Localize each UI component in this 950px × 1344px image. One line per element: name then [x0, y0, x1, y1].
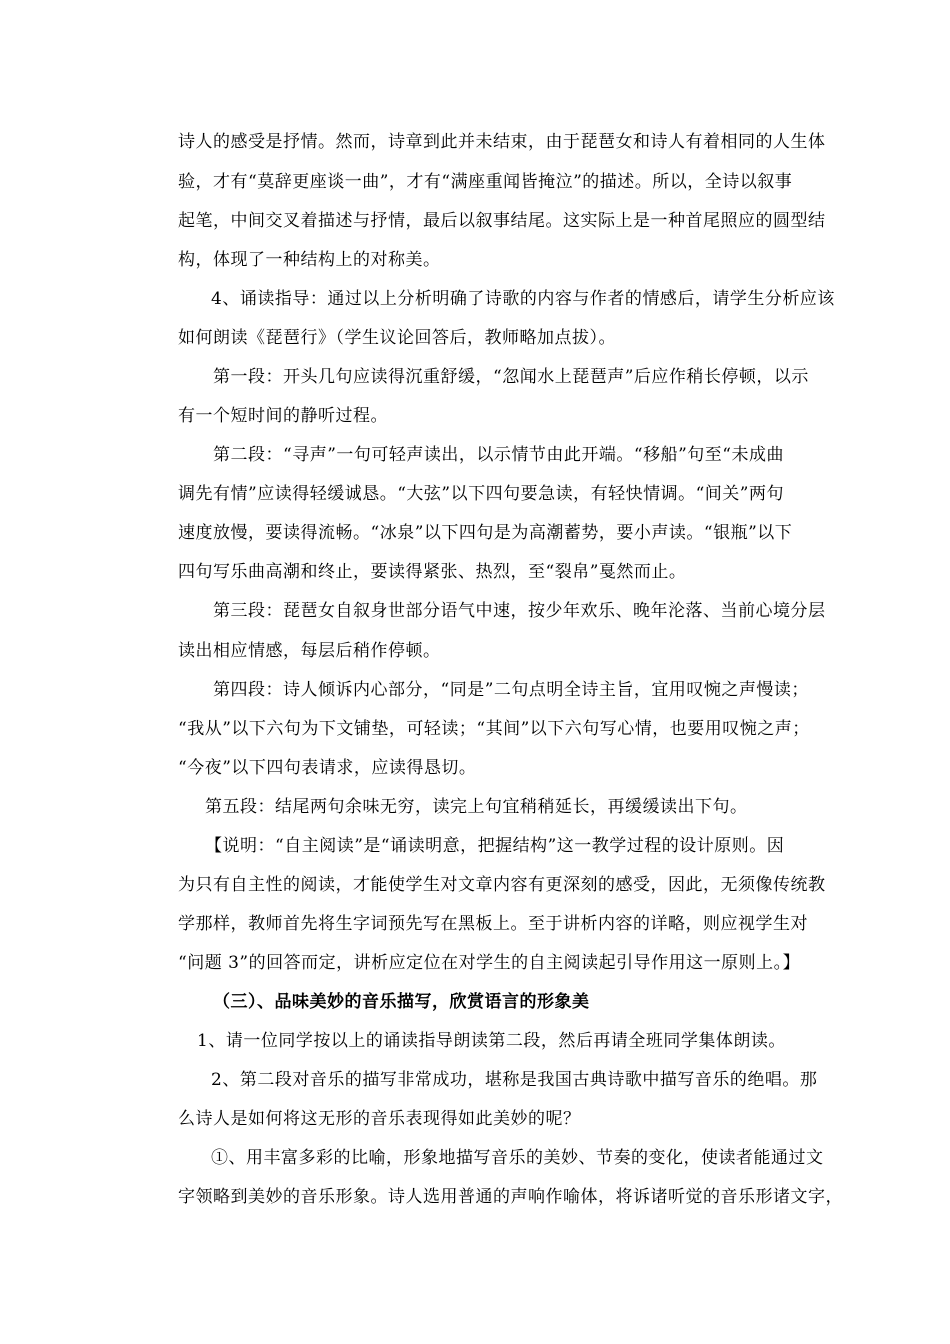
text-line: “今夜”以下四句表请求，应读得恳切。: [178, 758, 477, 778]
text-line: 1、请一位同学按以上的诵读指导朗读第二段，然后再请全班同学集体朗读。: [197, 1031, 786, 1051]
text-line: 字领略到美妙的音乐形象。诗人选用普通的声响作喻体，将诉诸听觉的音乐形诸文字，: [178, 1187, 843, 1207]
note-line: “问题 3”的回答而定，讲析应定位在对学生的自主阅读起引导作用这一原则上。】: [178, 953, 801, 973]
text-line: 读出相应情感，每层后稍作停顿。: [178, 641, 441, 661]
text-line: 调先有情”应读得轻缓诚恳。“大弦”以下四句要急读，有轻快情调。“间关”两句: [178, 484, 784, 504]
text-line: 第三段：琵琶女自叙身世部分语气中速，按少年欢乐、晚年沦落、当前心境分层: [213, 601, 826, 621]
note-line: 为只有自主性的阅读，才能使学生对文章内容有更深刻的感受，因此，无须像传统教: [178, 875, 826, 895]
text-line: 起笔，中间交叉着描述与抒情，最后以叙事结尾。这实际上是一种首尾照应的圆型结: [178, 211, 826, 231]
section-heading: （三）、品味美妙的音乐描写，欣赏语言的形象美: [213, 992, 590, 1012]
text-line: “我从”以下六句为下文铺垫，可轻读；“其间”以下六句写心情，也要用叹惋之声；: [178, 719, 810, 739]
text-line: 如何朗读《琵琶行》（学生议论回答后，教师略加点拔）。: [178, 328, 616, 348]
text-line: 2、第二段对音乐的描写非常成功，堪称是我国古典诗歌中描写音乐的绝唱。那: [211, 1070, 818, 1090]
text-line: 第一段：开头几句应读得沉重舒缓，“忽闻水上琵琶声”后应作稍长停顿，以示: [213, 367, 809, 387]
text-line: ①、用丰富多彩的比喻，形象地描写音乐的美妙、节奏的变化，使读者能通过文: [211, 1148, 824, 1168]
text-line: 第五段：结尾两句余味无穷，读完上句宜稍稍延长，再缓缓读出下句。: [205, 797, 748, 817]
text-line: 么诗人是如何将这无形的音乐表现得如此美妙的呢？: [178, 1109, 581, 1129]
text-line: 第二段：“寻声”一句可轻声读出，以示情节由此开端。“移船”句至“未成曲: [213, 445, 784, 465]
text-line: 有一个短时间的静听过程。: [178, 406, 388, 426]
note-line: 【说明：“自主阅读”是“诵读明意，把握结构”这一教学过程的设计原则。因: [205, 836, 785, 856]
text-line: 速度放慢，要读得流畅。“冰泉”以下四句是为高潮蓄势，要小声读。“银瓶”以下: [178, 523, 793, 543]
text-line: 第四段：诗人倾诉内心部分，“同是”二句点明全诗主旨，宜用叹惋之声慢读；: [213, 680, 809, 700]
text-line: 四句写乐曲高潮和终止，要读得紧张、热烈，至“裂帛”戛然而止。: [178, 562, 687, 582]
text-line: 验，才有“莫辞更座谈一曲”，才有“满座重闻皆掩泣”的描述。所以，全诗以叙事: [178, 172, 793, 192]
text-line: 构，体现了一种结构上的对称美。: [178, 250, 441, 270]
text-line: 4、诵读指导：通过以上分析明确了诗歌的内容与作者的情感后，请学生分析应该: [211, 289, 835, 309]
note-line: 学那样，教师首先将生字词预先写在黑板上。至于讲析内容的详略，则应视学生对: [178, 914, 808, 934]
text-line: 诗人的感受是抒情。然而，诗章到此并未结束，由于琵琶女和诗人有着相同的人生体: [178, 132, 826, 152]
